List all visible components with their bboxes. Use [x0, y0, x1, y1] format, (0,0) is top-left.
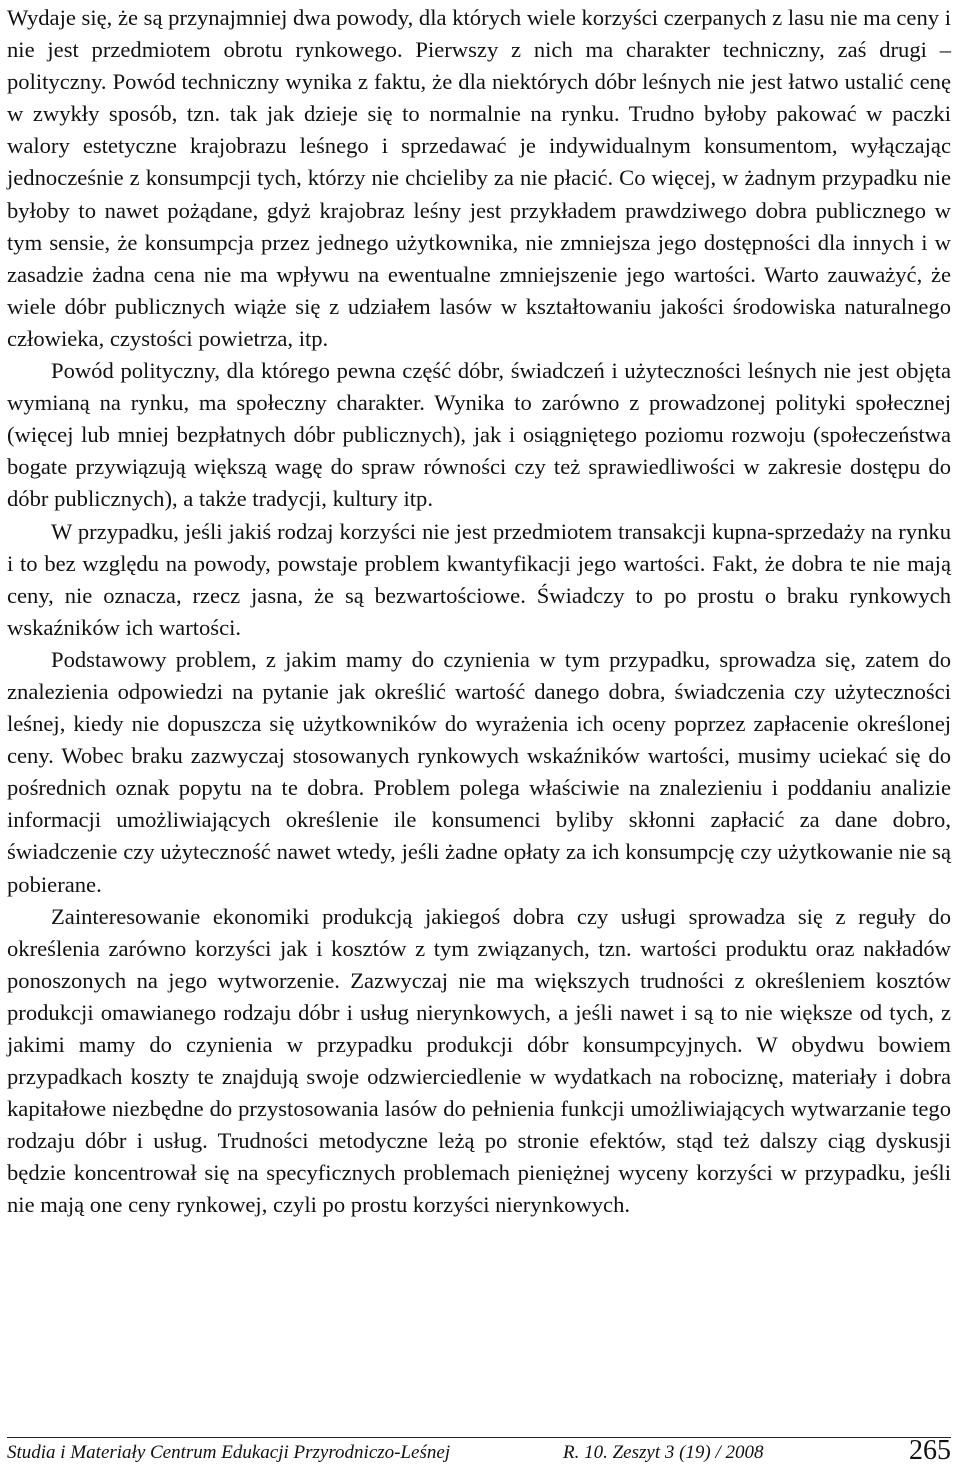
- paragraph-1: Wydaje się, że są przynajmniej dwa powody, dla których wiele korzyści czerpanych z lasu nie ma ceny i nie jest przedmiotem obrotu rynkowego. Pierwszy z nich ma charakter techniczny, zaś drugi – polityczny. Powód techniczny wynika z faktu, że dla niektórych dóbr leśnych nie jest łatwo ustalić cenę w zwykły sposób, tzn. tak jak dzieje się to normalnie na rynku. Trudno byłoby pakować w paczki walory estetyczne krajobrazu leśnego i sprzedawać je indywidualnym konsumentom, wyłączając jednocześnie z konsumpcji tych, którzy nie chcieliby za nie płacić. Co więcej, w żadnym przypadku nie byłoby to nawet pożądane, gdyż krajobraz leśny jest przykładem prawdziwego dobra publicznego w tym sensie, że konsumpcja przez jednego użytkownika, nie zmniejsza jego dostępności dla innych i w zasadzie żadna cena nie ma wpływu na ewentualne zmniejszenie jego wartości. Warto zauważyć, że wiele dóbr publicznych wiąże się z udziałem lasów w kształtowaniu jakości środowiska naturalnego człowieka, czystości powietrza, itp.: [7, 5, 951, 351]
- page-body: [7, 2, 951, 1222]
- paragraph-3: W przypadku, jeśli jakiś rodzaj korzyści nie jest przedmiotem transakcji kupna-sprzedaży na rynku i to bez względu na powody, powstaje problem kwantyfikacji jego wartości. Fakt, że dobra te nie mają ceny, nie oznacza, rzecz jasna, że są bezwartościowe. Świadczy to po prostu o braku rynkowych wskaźników ich wartości.: [7, 518, 951, 640]
- paragraph-5: Zainteresowanie ekonomiki produkcją jakiegoś dobra czy usługi sprowadza się z reguły do określenia zarówno korzyści jak i kosztów z tym związanych, tzn. wartości produktu oraz nakładów ponoszonych na jego wytworzenie. Zazwyczaj nie ma większych trudności z określeniem kosztów produkcji omawianego rodzaju dóbr i usług nierynkowych, a jeśli nawet i są to nie większe od tych, z jakimi mamy do czynienia w przypadku produkcji dóbr konsumpcyjnych. W obydwu bowiem przypadkach koszty te znajdują swoje odzwierciedlenie w wydatkach na robociznę, materiały i dobra kapitałowe niezbędne do przystosowania lasów do pełnienia funkcji umożliwiających wytwarzanie tego rodzaju dóbr i usług. Trudności metodyczne leżą po stronie efektów, stąd też dalszy ciąg dyskusji będzie koncentrował się na specyficznych problemach pieniężnej wyceny korzyści w przypadku, jeśli nie mają one ceny rynkowej, czyli po prostu korzyści nierynkowych.: [7, 903, 951, 1218]
- page-footer: [7, 1436, 951, 1468]
- paragraph-4: Podstawowy problem, z jakim mamy do czynienia w tym przypadku, sprowadza się, zatem do znalezienia odpowiedzi na pytanie jak określić wartość danego dobra, świadczenia czy użyteczności leśnej, kiedy nie dopuszcza się użytkowników do wyrażenia ich oceny poprzez zapłacenie określonej ceny. Wobec braku zazwyczaj stosowanych rynkowych wskaźników wartości, musimy uciekać się do pośrednich oznak popytu na te dobra. Problem polega właściwie na znalezieniu i poddaniu analizie informacji umożliwiających określenie ile konsumenci byliby skłonni zapłacić za dane dobro, świadczenie czy użyteczność nawet wtedy, jeśli żadne opłaty za ich konsumpcję czy użytkowanie nie są pobierane.: [7, 646, 951, 897]
- footer-issue: R. 10. Zeszyt 3 (19) / 2008: [563, 1442, 764, 1463]
- paragraph-2: Powód polityczny, dla którego pewna część dóbr, świadczeń i użyteczności leśnych nie jest objęta wymianą na rynku, ma społeczny charakter. Wynika to zarówno z prowadzonej polityki społecznej (więcej lub mniej bezpłatnych dóbr publicznych), jak i osiągniętego poziomu rozwoju (społeczeństwa bogate przywiązują większą wagę do spraw równości czy też sprawiedliwości w zakresie dostępu do dóbr publicznych), a także tradycji, kultury itp.: [7, 358, 951, 512]
- footer-journal-title: Studia i Materiały Centrum Edukacji Przyrodniczo-Leśnej: [7, 1442, 451, 1463]
- page-number: 265: [909, 1435, 951, 1466]
